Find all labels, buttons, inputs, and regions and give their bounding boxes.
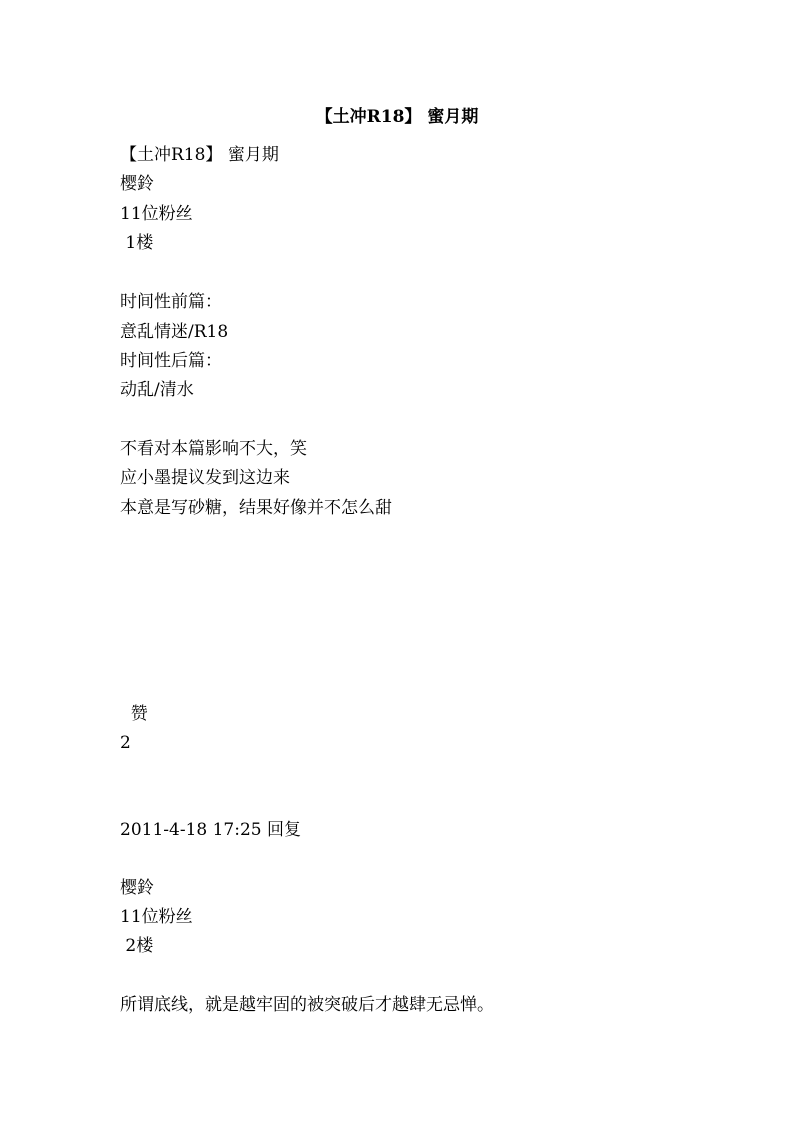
post-text-line: 应小墨提议发到这边来 [120, 468, 290, 488]
prequel-label: 时间性前篇： [120, 292, 222, 312]
post-text-line: 不看对本篇影响不大，笑 [120, 439, 307, 459]
post-text-line: 本意是写砂糖，结果好像并不怎么甜 [120, 498, 392, 518]
post-fans-count: 11位粉丝 [120, 204, 193, 224]
sequel-title: 动乱/清水 [120, 380, 194, 400]
post-author[interactable]: 樱鈴 [120, 174, 154, 194]
like-count: 2 [120, 733, 131, 753]
document-title: 【土冲R18】 蜜月期 [315, 107, 479, 127]
post-floor-number: 1楼 [120, 233, 154, 253]
post-title: 【土冲R18】 蜜月期 [120, 145, 279, 165]
post-author[interactable]: 樱鈴 [120, 878, 154, 898]
like-label[interactable]: 赞 [120, 704, 148, 724]
post-floor-number: 2楼 [120, 936, 154, 956]
post-timestamp-reply: 2011-4-18 17:25 回复 [120, 820, 301, 840]
post-text-line: 所谓底线，就是越牢固的被突破后才越肆无忌惮。 [120, 995, 494, 1015]
prequel-title: 意乱情迷/R18 [120, 322, 229, 342]
post-fans-count: 11位粉丝 [120, 907, 193, 927]
sequel-label: 时间性后篇： [120, 351, 222, 371]
